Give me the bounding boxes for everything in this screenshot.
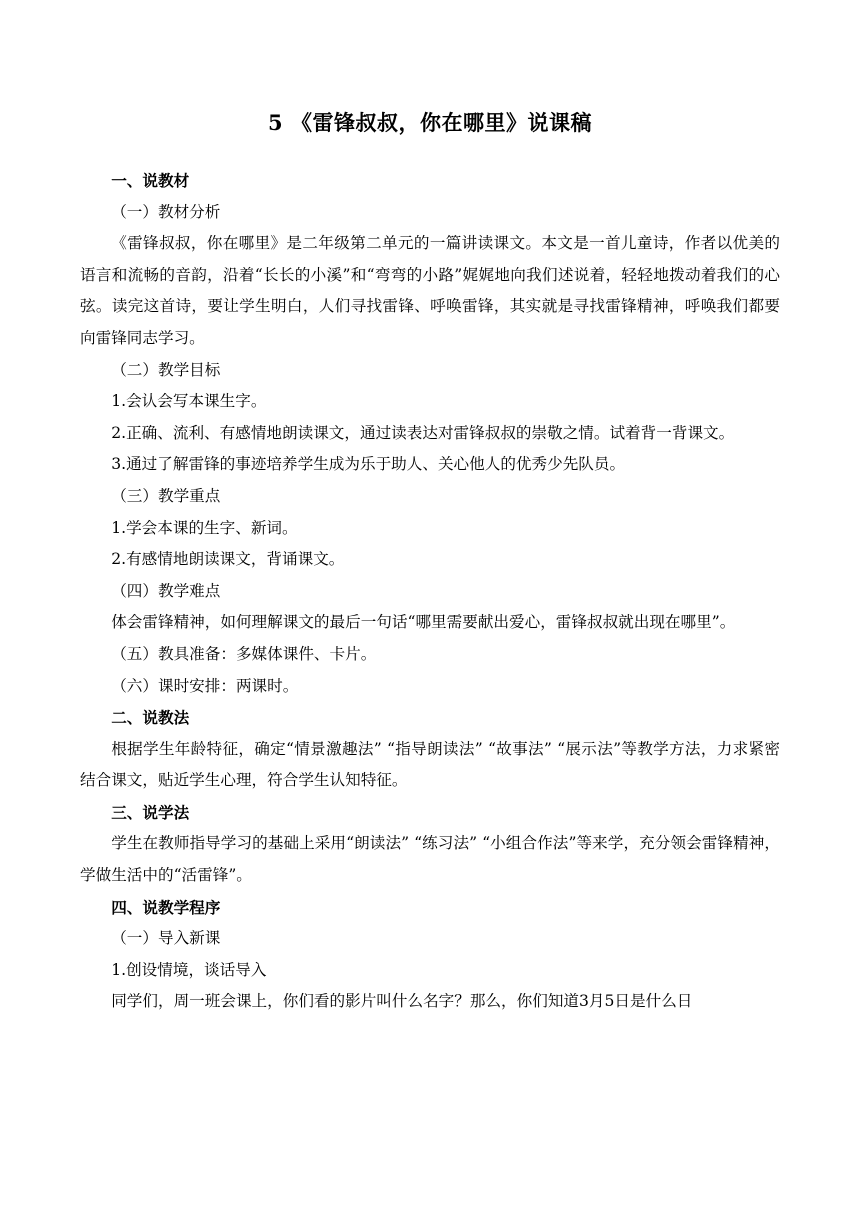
section-heading: 二、说教法 <box>111 708 190 728</box>
body-paragraph: 《雷锋叔叔，你在哪里》是二年级第二单元的一篇讲读课文。本文是一首儿童诗，作者以优美的语言和流畅的音韵，沿着“长长的小溪”和“弯弯的小路”娓娓地向我们述说着，轻轻地拨动着我们的心弦。读完这首诗，要让学生明白，人们寻找雷锋、呼唤雷锋，其实就是寻找雷锋精神，呼唤我们都要向雷锋同志学习。 <box>80 234 780 347</box>
section-heading: 一、说教材 <box>111 171 190 190</box>
section-heading: 三、说学法 <box>111 802 190 822</box>
subsection-heading: （六）课时安排：两课时。 <box>111 676 299 695</box>
body-paragraph: 学生在教师指导学习的基础上采用“朗读法” “练习法” “小组合作法”等来学，充分领会雷锋精神，学做生活中的“活雷锋”。 <box>80 834 780 885</box>
body-paragraph: 根据学生年龄特征，确定“情景激趣法” “指导朗读法” “故事法” “展示法”等教学方法，力求紧密结合课文，贴近学生心理，符合学生认知特征。 <box>80 739 780 790</box>
subsection-heading: （三）教学重点 <box>111 486 221 505</box>
subsection-heading: （五）教具准备：多媒体课件、卡片。 <box>111 644 377 663</box>
body-paragraph: 同学们，周一班会课上，你们看的影片叫什么名字？那么，你们知道3月5日是什么日 <box>111 992 693 1011</box>
list-item: 2.正确、流利、有感情地朗读课文，通过读表达对雷锋叔叔的崇敬之情。试着背一背课文。 <box>111 423 735 442</box>
list-item: 1.创设情境，谈话导入 <box>111 960 267 979</box>
section-heading: 四、说教学程序 <box>111 897 221 917</box>
list-item: 3.通过了解雷锋的事迹培养学生成为乐于助人、关心他人的优秀少先队员。 <box>111 455 626 474</box>
document-body <box>80 165 780 1018</box>
subsection-heading: （四）教学难点 <box>111 581 221 600</box>
subsection-heading: （一）教材分析 <box>111 202 221 221</box>
document-title: 5 《雷锋叔叔，你在哪里》说课稿 <box>268 110 592 135</box>
body-paragraph: 体会雷锋精神，如何理解课文的最后一句话“哪里需要献出爱心，雷锋叔叔就出现在哪里”。 <box>111 613 736 632</box>
list-item: 1.学会本课的生字、新词。 <box>111 518 298 537</box>
subsection-heading: （一）导入新课 <box>111 929 221 948</box>
list-item: 2.有感情地朗读课文，背诵课文。 <box>111 550 345 569</box>
subsection-heading: （二）教学目标 <box>111 360 221 379</box>
list-item: 1.会认会写本课生字。 <box>111 392 267 411</box>
